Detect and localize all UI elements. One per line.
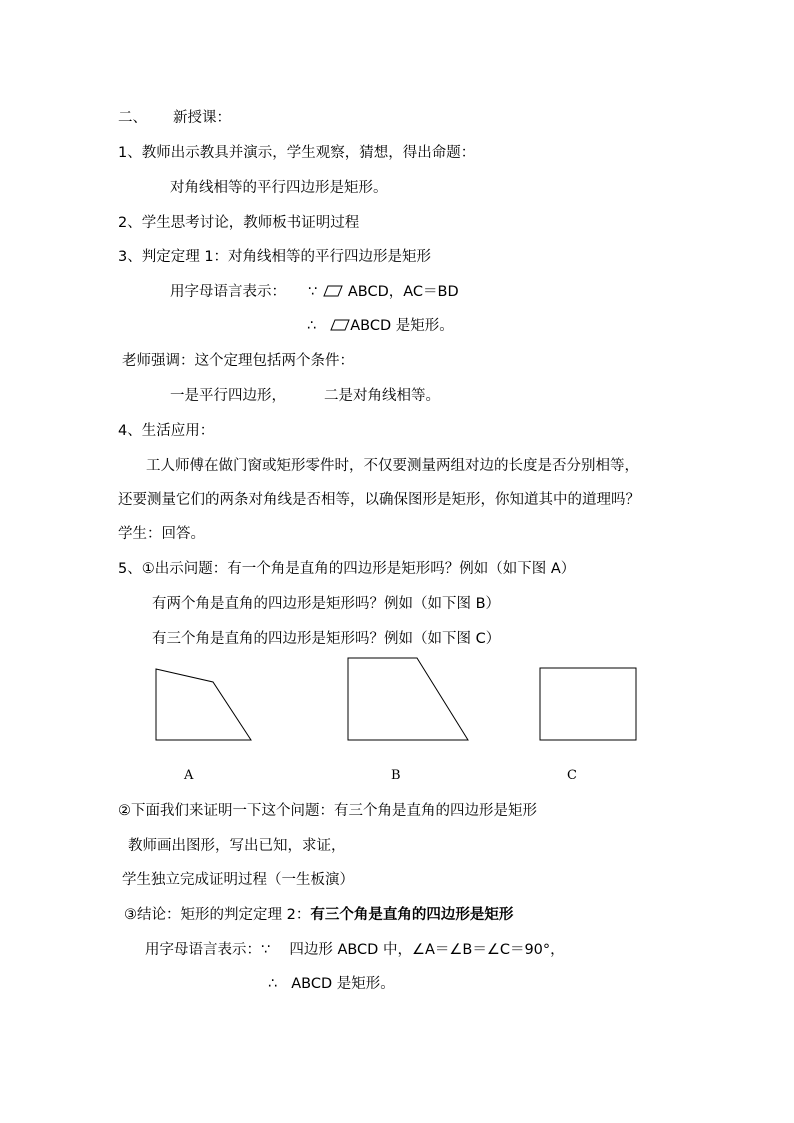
application-paragraph-1: 工人师傅在做门窗或矩形零件时，不仅要测量两组对边的长度是否分别相等， xyxy=(146,458,639,474)
theorem-2-prefix: ③结论：矩形的判定定理 2： xyxy=(124,907,311,923)
question-1-line: 5、①出示问题：有一个角是直角的四边形是矩形吗？例如（如下图 A） xyxy=(118,561,576,577)
condition-2: 二是对角线相等。 xyxy=(324,388,440,404)
step-2-line: 2、学生思考讨论，教师板书证明过程 xyxy=(118,215,360,231)
because-symbol: ∵ xyxy=(308,284,318,300)
student-proof-line: 学生独立完成证明过程（一生板演） xyxy=(122,872,354,888)
theorem-2-statement: 有三个角是直角的四边形是矩形 xyxy=(310,907,514,923)
student-answer-line: 学生：回答。 xyxy=(118,526,205,542)
figure-c-label: C xyxy=(567,768,577,783)
section-title: 新授课： xyxy=(173,110,231,126)
symbolic-intro: 用字母语言表示： xyxy=(170,284,286,300)
question-2-line: 有两个角是直角的四边形是矩形吗？例如（如下图 B） xyxy=(152,596,501,612)
step-1-line: 1、教师出示教具并演示，学生观察，猜想，得出命题： xyxy=(118,145,476,161)
therefore-symbol: ∴ xyxy=(307,318,317,334)
teacher-emphasis-line: 老师强调：这个定理包括两个条件： xyxy=(122,353,354,369)
section-number: 二、 xyxy=(118,110,147,126)
figure-b-shape xyxy=(348,658,468,740)
figure-c-shape xyxy=(540,668,636,740)
proof-intro-line: ②下面我们来证明一下这个问题：有三个角是直角的四边形是矩形 xyxy=(118,803,537,819)
figure-a-label: A xyxy=(184,768,194,783)
figure-b-label: B xyxy=(391,768,401,783)
theorem-2-conclusion-text: ABCD 是矩形。 xyxy=(291,976,395,992)
application-paragraph-2: 还要测量它们的两条对角线是否相等，以确保图形是矩形，你知道其中的道理吗？ xyxy=(118,492,640,508)
proposition-text: 对角线相等的平行四边形是矩形。 xyxy=(170,180,388,196)
theorem-2-premise: 用字母语言表示：∵ 四边形 ABCD 中，∠A＝∠B＝∠C＝90°， xyxy=(145,942,565,958)
premise-text: ABCD，AC＝BD xyxy=(343,284,459,300)
therefore-symbol: ∴ xyxy=(268,976,278,992)
theorem-2-conclusion xyxy=(268,974,395,994)
condition-1: 一是平行四边形， xyxy=(170,388,286,404)
question-3-line: 有三个角是直角的四边形是矩形吗？例如（如下图 C） xyxy=(152,631,501,647)
figure-a-shape xyxy=(156,669,251,740)
theorem-2-line xyxy=(124,905,513,925)
teacher-draw-line: 教师画出图形，写出已知，求证， xyxy=(128,838,346,854)
theorem-1-line: 3、判定定理 1：对角线相等的平行四边形是矩形 xyxy=(118,249,432,265)
step-4-line: 4、生活应用： xyxy=(118,423,215,439)
conclusion-text: ABCD 是矩形。 xyxy=(350,318,454,334)
